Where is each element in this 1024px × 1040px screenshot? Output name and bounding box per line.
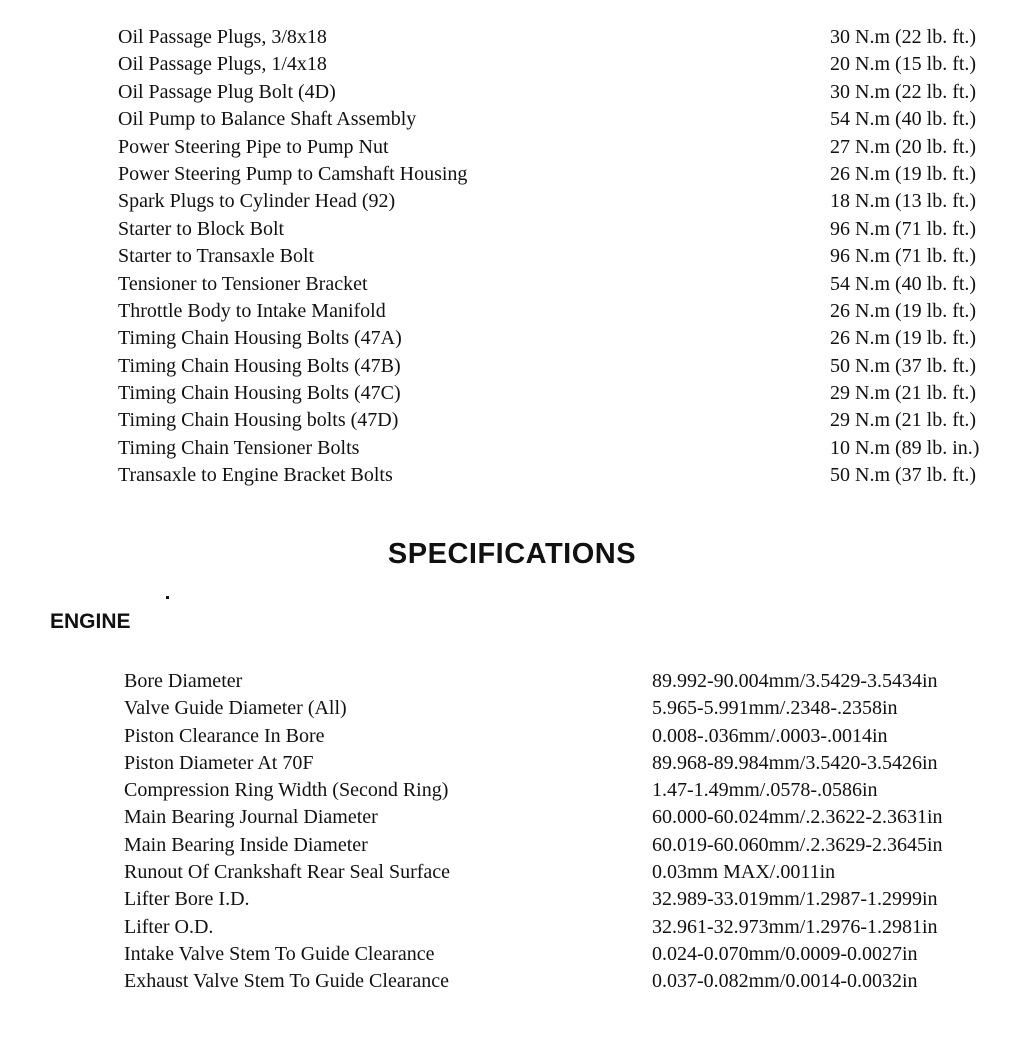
torque-item-name: Power Steering Pipe to Pump Nut bbox=[118, 135, 389, 158]
table-row bbox=[124, 668, 1004, 695]
table-row bbox=[124, 941, 1004, 968]
table-row bbox=[124, 695, 1004, 722]
torque-item-value: 27 N.m (20 lb. ft.) bbox=[830, 135, 977, 158]
spec-item-value: 32.961-32.973mm/1.2976-1.2981in bbox=[652, 915, 938, 938]
table-row bbox=[118, 216, 1008, 243]
torque-item-name: Oil Pump to Balance Shaft Assembly bbox=[118, 108, 417, 131]
torque-item-value: 50 N.m (37 lb. ft.) bbox=[830, 354, 977, 377]
spec-item-name: Lifter Bore I.D. bbox=[124, 888, 250, 911]
torque-item-value: 30 N.m (22 lb. ft.) bbox=[830, 26, 977, 48]
spec-item-name: Piston Clearance In Bore bbox=[124, 724, 325, 747]
spec-item-value: 89.968-89.984mm/3.5420-3.5426in bbox=[652, 751, 938, 774]
torque-item-value: 18 N.m (13 lb. ft.) bbox=[830, 190, 977, 213]
table-row bbox=[124, 804, 1004, 831]
spec-item-value: 32.989-33.019mm/1.2987-1.2999in bbox=[652, 888, 938, 911]
spec-item-value: 0.024-0.070mm/0.0009-0.0027in bbox=[652, 942, 918, 965]
spec-item-name: Bore Diameter bbox=[124, 670, 243, 692]
table-row bbox=[118, 106, 1008, 133]
table-row bbox=[118, 188, 1008, 215]
table-row bbox=[118, 271, 1008, 298]
table-row bbox=[124, 777, 1004, 804]
torque-item-value: 96 N.m (71 lb. ft.) bbox=[830, 217, 977, 240]
torque-item-value: 10 N.m (89 lb. in.) bbox=[830, 436, 980, 459]
table-row bbox=[118, 51, 1008, 78]
table-row bbox=[118, 325, 1008, 352]
spec-item-value: 60.019-60.060mm/.2.3629-2.3645in bbox=[652, 833, 943, 856]
table-row bbox=[124, 859, 1004, 886]
table-row bbox=[118, 24, 1008, 51]
section-heading: ENGINE bbox=[50, 610, 131, 633]
table-row bbox=[124, 723, 1004, 750]
spec-item-name: Valve Guide Diameter (All) bbox=[124, 697, 347, 720]
spec-item-value: 1.47-1.49mm/.0578-.0586in bbox=[652, 779, 878, 802]
torque-item-value: 54 N.m (40 lb. ft.) bbox=[830, 108, 977, 131]
spec-item-value: 5.965-5.991mm/.2348-.2358in bbox=[652, 697, 898, 720]
page-title: SPECIFICATIONS bbox=[387, 538, 637, 570]
torque-item-name: Timing Chain Housing bolts (47D) bbox=[118, 409, 399, 432]
torque-item-name: Power Steering Pump to Camshaft Housing bbox=[118, 162, 468, 185]
torque-item-name: Starter to Block Bolt bbox=[118, 217, 285, 240]
spec-item-name: Main Bearing Inside Diameter bbox=[124, 833, 368, 856]
table-row bbox=[118, 161, 1008, 188]
torque-item-value: 26 N.m (19 lb. ft.) bbox=[830, 162, 977, 185]
spec-item-value: 0.037-0.082mm/0.0014-0.0032in bbox=[652, 970, 918, 993]
spec-item-name: Main Bearing Journal Diameter bbox=[124, 806, 378, 829]
spec-item-name: Lifter O.D. bbox=[124, 915, 214, 938]
table-row bbox=[118, 435, 1008, 462]
spec-item-value: 0.03mm MAX/.0011in bbox=[652, 861, 836, 884]
torque-item-value: 29 N.m (21 lb. ft.) bbox=[830, 382, 977, 405]
torque-item-name: Timing Chain Housing Bolts (47C) bbox=[118, 382, 401, 405]
table-row bbox=[124, 968, 1004, 995]
torque-item-name: Transaxle to Engine Bracket Bolts bbox=[118, 464, 393, 487]
table-row bbox=[118, 134, 1008, 161]
table-row bbox=[124, 914, 1004, 941]
torque-item-name: Spark Plugs to Cylinder Head (92) bbox=[118, 190, 396, 213]
torque-item-value: 20 N.m (15 lb. ft.) bbox=[830, 53, 977, 76]
spec-item-name: Piston Diameter At 70F bbox=[124, 751, 314, 774]
torque-item-value: 26 N.m (19 lb. ft.) bbox=[830, 327, 977, 350]
table-row bbox=[118, 407, 1008, 434]
torque-item-value: 29 N.m (21 lb. ft.) bbox=[830, 409, 977, 432]
table-row bbox=[118, 380, 1008, 407]
spec-item-value: 0.008-.036mm/.0003-.0014in bbox=[652, 724, 888, 747]
torque-item-value: 54 N.m (40 lb. ft.) bbox=[830, 272, 977, 295]
torque-item-name: Timing Chain Housing Bolts (47A) bbox=[118, 327, 402, 350]
torque-item-name: Timing Chain Housing Bolts (47B) bbox=[118, 354, 401, 377]
spec-item-value: 60.000-60.024mm/.2.3622-2.3631in bbox=[652, 806, 943, 829]
torque-item-value: 50 N.m (37 lb. ft.) bbox=[830, 464, 977, 487]
engine-spec-table bbox=[124, 668, 1004, 996]
table-row bbox=[124, 750, 1004, 777]
torque-item-name: Starter to Transaxle Bolt bbox=[118, 245, 315, 268]
torque-item-name: Oil Passage Plugs, 3/8x18 bbox=[118, 26, 327, 48]
spec-item-name: Runout Of Crankshaft Rear Seal Surface bbox=[124, 861, 451, 884]
spec-item-name: Intake Valve Stem To Guide Clearance bbox=[124, 942, 435, 965]
table-row bbox=[118, 462, 1008, 489]
torque-item-name: Timing Chain Tensioner Bolts bbox=[118, 436, 360, 459]
table-row bbox=[124, 832, 1004, 859]
table-row bbox=[118, 353, 1008, 380]
table-row bbox=[124, 886, 1004, 913]
scan-speck bbox=[166, 596, 169, 599]
torque-item-name: Tensioner to Tensioner Bracket bbox=[118, 272, 368, 295]
torque-item-name: Oil Passage Plug Bolt (4D) bbox=[118, 80, 336, 103]
table-row bbox=[118, 79, 1008, 106]
torque-spec-table bbox=[118, 24, 1008, 490]
torque-item-value: 30 N.m (22 lb. ft.) bbox=[830, 80, 977, 103]
table-row bbox=[118, 243, 1008, 270]
spec-item-value: 89.992-90.004mm/3.5429-3.5434in bbox=[652, 670, 938, 692]
spec-item-name: Exhaust Valve Stem To Guide Clearance bbox=[124, 970, 449, 993]
torque-item-value: 96 N.m (71 lb. ft.) bbox=[830, 245, 977, 268]
torque-item-name: Oil Passage Plugs, 1/4x18 bbox=[118, 53, 327, 76]
torque-item-name: Throttle Body to Intake Manifold bbox=[118, 299, 386, 322]
table-row bbox=[118, 298, 1008, 325]
spec-item-name: Compression Ring Width (Second Ring) bbox=[124, 779, 449, 802]
torque-item-value: 26 N.m (19 lb. ft.) bbox=[830, 299, 977, 322]
